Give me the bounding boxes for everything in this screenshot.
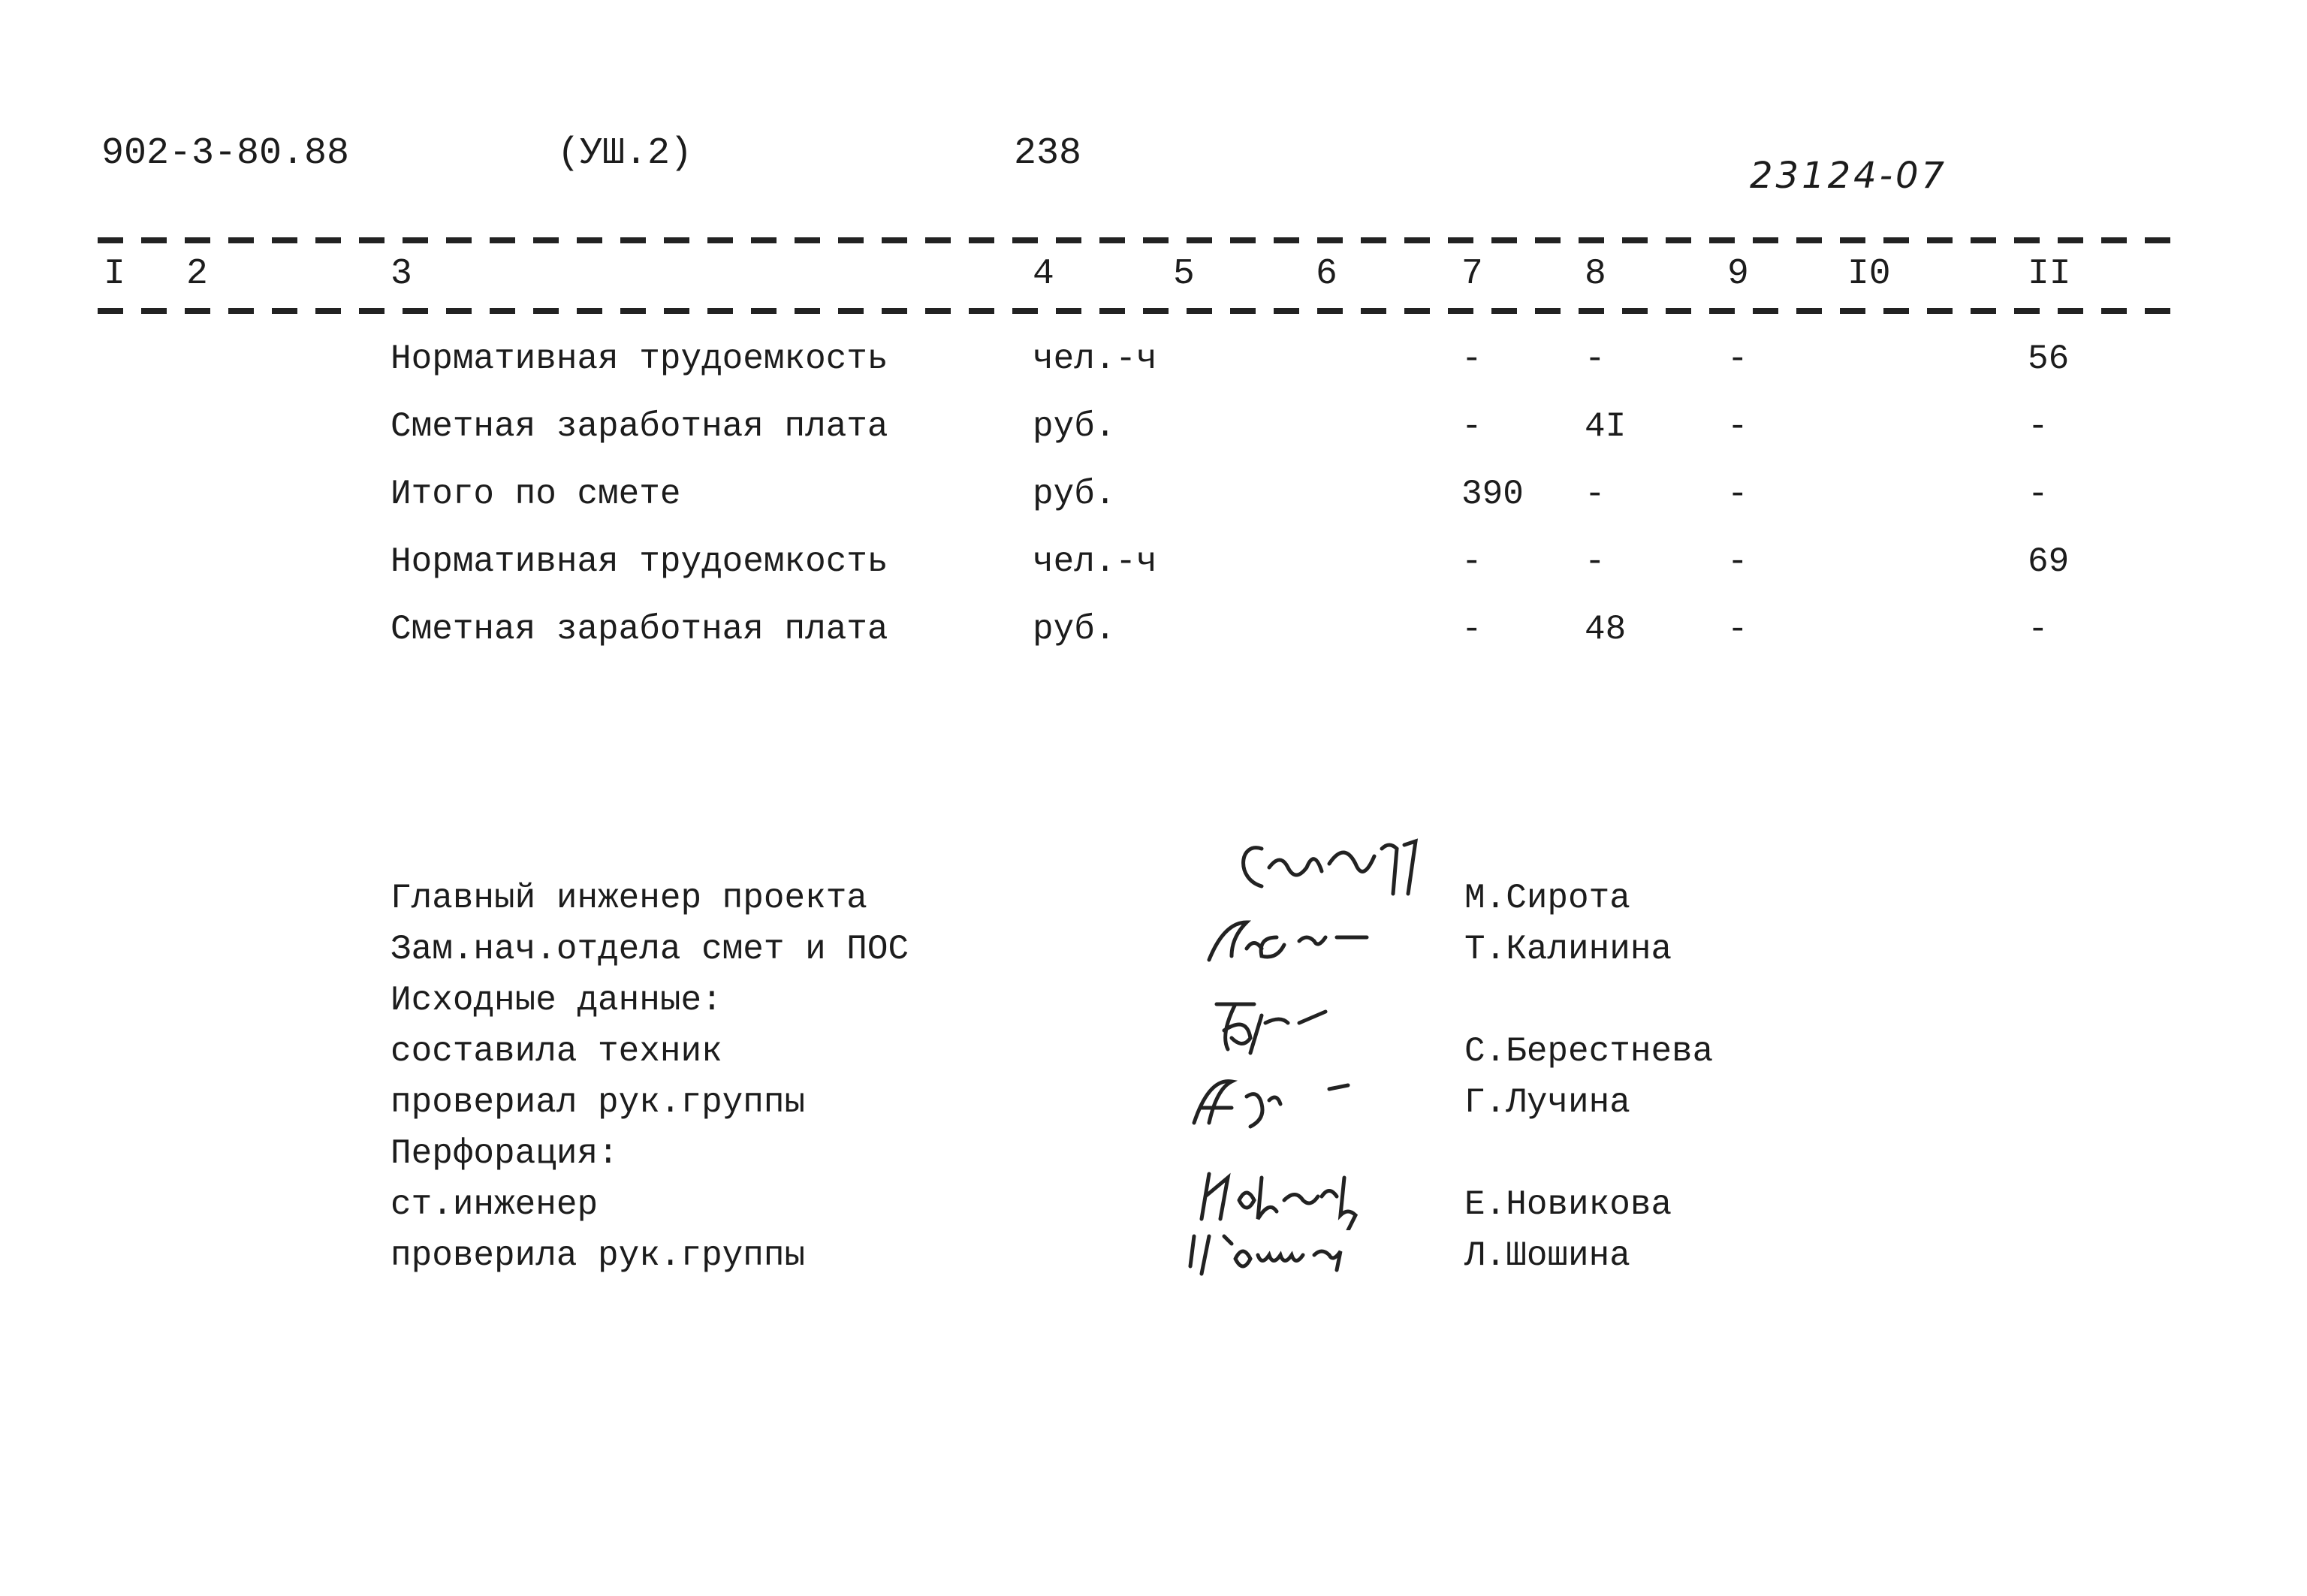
column-number: 7 — [1461, 254, 1483, 294]
cell-col9: - — [1727, 407, 1748, 446]
cell-col7: 390 — [1461, 475, 1524, 514]
row-label: Нормативная трудоемкость — [391, 339, 888, 379]
inventory-number: 23124-07 — [1750, 155, 1948, 197]
signature-role: Зам.нач.отдела смет и ПОС — [391, 930, 909, 969]
table-row — [0, 407, 2307, 452]
column-number: 2 — [186, 254, 208, 294]
cell-col9: - — [1727, 610, 1748, 649]
top-dashed-rule — [98, 237, 2185, 243]
cell-col8: 4I — [1585, 407, 1627, 446]
row-unit: руб. — [1033, 610, 1116, 649]
row-label: Сметная заработная плата — [391, 610, 888, 649]
handwritten-signature — [1232, 834, 1472, 901]
signatory-name: М.Сирота — [1464, 879, 1630, 918]
signatory-name: Е.Новикова — [1464, 1185, 1672, 1224]
cell-col9: - — [1727, 475, 1748, 514]
column-number: 4 — [1033, 254, 1054, 294]
column-number: 3 — [391, 254, 412, 294]
column-number: I — [104, 254, 125, 294]
column-number: I0 — [1847, 254, 1891, 294]
signature-role: провериал рук.группы — [391, 1083, 806, 1122]
row-unit: руб. — [1033, 475, 1116, 514]
signatory-name: С.Берестнева — [1464, 1032, 1714, 1071]
cell-col9: - — [1727, 542, 1748, 581]
cell-col11: - — [2028, 610, 2049, 649]
handwritten-signature — [1194, 907, 1434, 975]
signatory-name: Г.Лучина — [1464, 1083, 1630, 1122]
cell-col7: - — [1461, 610, 1482, 649]
row-unit: руб. — [1033, 407, 1116, 446]
signature-role: Главный инженер проекта — [391, 879, 867, 918]
signature-role: проверила рук.группы — [391, 1236, 806, 1275]
cell-col7: - — [1461, 339, 1482, 379]
signature-role: составила техник — [391, 1032, 722, 1071]
row-unit: чел.-ч — [1033, 542, 1157, 581]
signatory-name: Л.Шошина — [1464, 1236, 1630, 1275]
cell-col9: - — [1727, 339, 1748, 379]
cell-col8: - — [1585, 475, 1606, 514]
handwritten-signature — [1179, 1221, 1419, 1289]
table-row — [0, 339, 2307, 385]
signature-role: ст.инженер — [391, 1185, 599, 1224]
cell-col11: - — [2028, 475, 2049, 514]
column-number: 8 — [1585, 254, 1606, 294]
column-number: 5 — [1173, 254, 1195, 294]
handwritten-signature — [1194, 993, 1434, 1060]
cell-col7: - — [1461, 407, 1482, 446]
table-row — [0, 610, 2307, 655]
cell-col8: 48 — [1585, 610, 1627, 649]
bottom-dashed-rule — [98, 308, 2185, 314]
page-number: 238 — [1014, 132, 1082, 175]
handwritten-signature — [1172, 1067, 1412, 1134]
cell-col11: 69 — [2028, 542, 2070, 581]
row-label: Нормативная трудоемкость — [391, 542, 888, 581]
signatory-name: Т.Калинина — [1464, 930, 1672, 969]
document-code: 902-3-80.88 — [101, 132, 350, 175]
signature-role: Перфорация: — [391, 1134, 619, 1173]
cell-col8: - — [1585, 542, 1606, 581]
row-unit: чел.-ч — [1033, 339, 1157, 379]
column-number: II — [2028, 254, 2071, 294]
volume-label: (УШ.2) — [557, 132, 693, 175]
cell-col11: - — [2028, 407, 2049, 446]
column-number: 9 — [1727, 254, 1749, 294]
cell-col11: 56 — [2028, 339, 2070, 379]
cell-col7: - — [1461, 542, 1482, 581]
handwritten-signature — [1187, 1163, 1427, 1230]
row-label: Итого по смете — [391, 475, 681, 514]
table-row — [0, 475, 2307, 520]
column-number: 6 — [1316, 254, 1337, 294]
table-row — [0, 542, 2307, 587]
signature-role: Исходные данные: — [391, 981, 722, 1020]
cell-col8: - — [1585, 339, 1606, 379]
row-label: Сметная заработная плата — [391, 407, 888, 446]
